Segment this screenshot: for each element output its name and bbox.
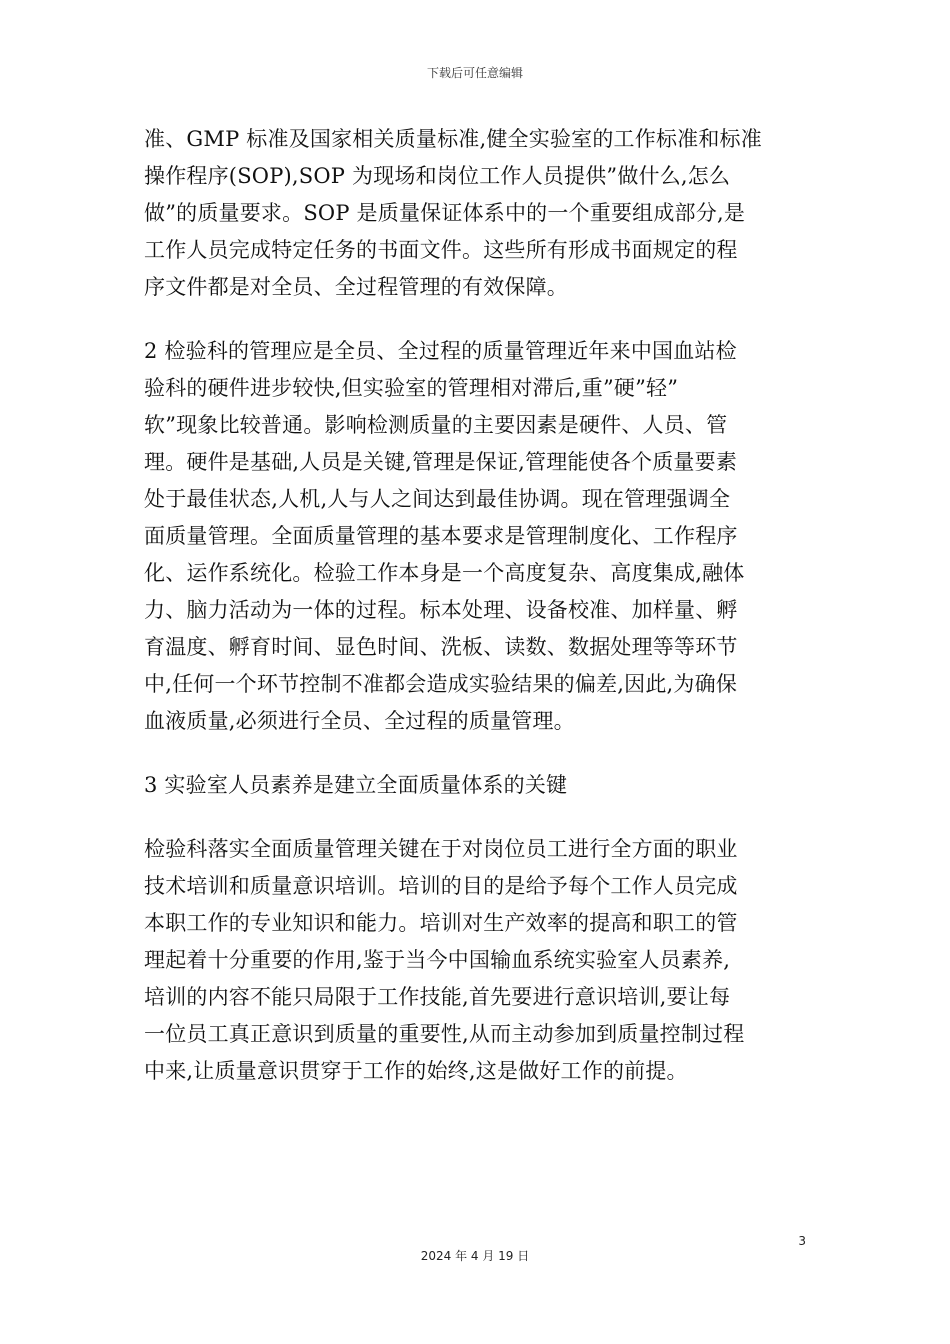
text-line: 本职工作的专业知识和能力。培训对生产效率的提高和职工的管 [144, 911, 738, 935]
text-line: 中来,让质量意识贯穿于工作的始终,这是做好工作的前提。 [144, 1059, 688, 1083]
text-line: 操作程序(SOP),SOP 为现场和岗位工作人员提供”做什么,怎么 [144, 164, 731, 188]
section-heading-3 [144, 767, 808, 804]
page-number: 3 [798, 1234, 806, 1248]
text-line: 中,任何一个环节控制不准都会造成实验结果的偏差,因此,为确保 [144, 672, 738, 696]
paragraph-training [144, 831, 808, 1090]
section-heading-line: 3 实验室人员素养是建立全面质量体系的关键 [144, 773, 568, 797]
paragraph-sop [144, 121, 808, 306]
section-heading-line: 2 检验科的管理应是全员、全过程的质量管理近年来中国血站检 [144, 339, 737, 363]
page-footer-date: 2024 年 4 月 19 日 [420, 1249, 530, 1263]
text-line: 面质量管理。全面质量管理的基本要求是管理制度化、工作程序 [144, 524, 738, 548]
paragraph-gap [144, 804, 808, 831]
paragraph-gap [144, 740, 808, 767]
text-line: 做”的质量要求。SOP 是质量保证体系中的一个重要组成部分,是 [144, 201, 746, 225]
text-line: 血液质量,必须进行全员、全过程的质量管理。 [144, 709, 575, 733]
text-line: 育温度、孵育时间、显色时间、洗板、读数、数据处理等等环节 [144, 635, 738, 659]
text-line: 一位员工真正意识到质量的重要性,从而主动参加到质量控制过程 [144, 1022, 745, 1046]
text-line: 检验科落实全面质量管理关键在于对岗位员工进行全方面的职业 [144, 837, 738, 861]
text-line: 技术培训和质量意识培训。培训的目的是给予每个工作人员完成 [144, 874, 738, 898]
paragraph-gap [144, 306, 808, 333]
page-header: 下载后可任意编辑 [426, 66, 523, 80]
text-line: 理起着十分重要的作用,鉴于当今中国输血系统实验室人员素养, [144, 948, 731, 972]
text-line: 化、运作系统化。检验工作本身是一个高度复杂、高度集成,融体 [144, 561, 745, 585]
text-line: 理。硬件是基础,人员是关键,管理是保证,管理能使各个质量要素 [144, 450, 738, 474]
text-line: 准、GMP 标准及国家相关质量标准,健全实验室的工作标准和标准 [144, 127, 762, 151]
text-line: 培训的内容不能只局限于工作技能,首先要进行意识培训,要让每 [144, 985, 731, 1009]
paragraph-section-2 [144, 333, 808, 740]
text-line: 工作人员完成特定任务的书面文件。这些所有形成书面规定的程 [144, 238, 738, 262]
document-body [144, 121, 808, 1090]
text-line: 力、脑力活动为一体的过程。标本处理、设备校准、加样量、孵 [144, 598, 738, 622]
text-line: 处于最佳状态,人机,人与人之间达到最佳协调。现在管理强调全 [144, 487, 731, 511]
text-line: 验科的硬件进步较快,但实验室的管理相对滞后,重”硬”轻” [144, 376, 679, 400]
text-line: 序文件都是对全员、全过程管理的有效保障。 [144, 275, 568, 299]
text-line: 软”现象比较普通。影响检测质量的主要因素是硬件、人员、管 [144, 413, 728, 437]
